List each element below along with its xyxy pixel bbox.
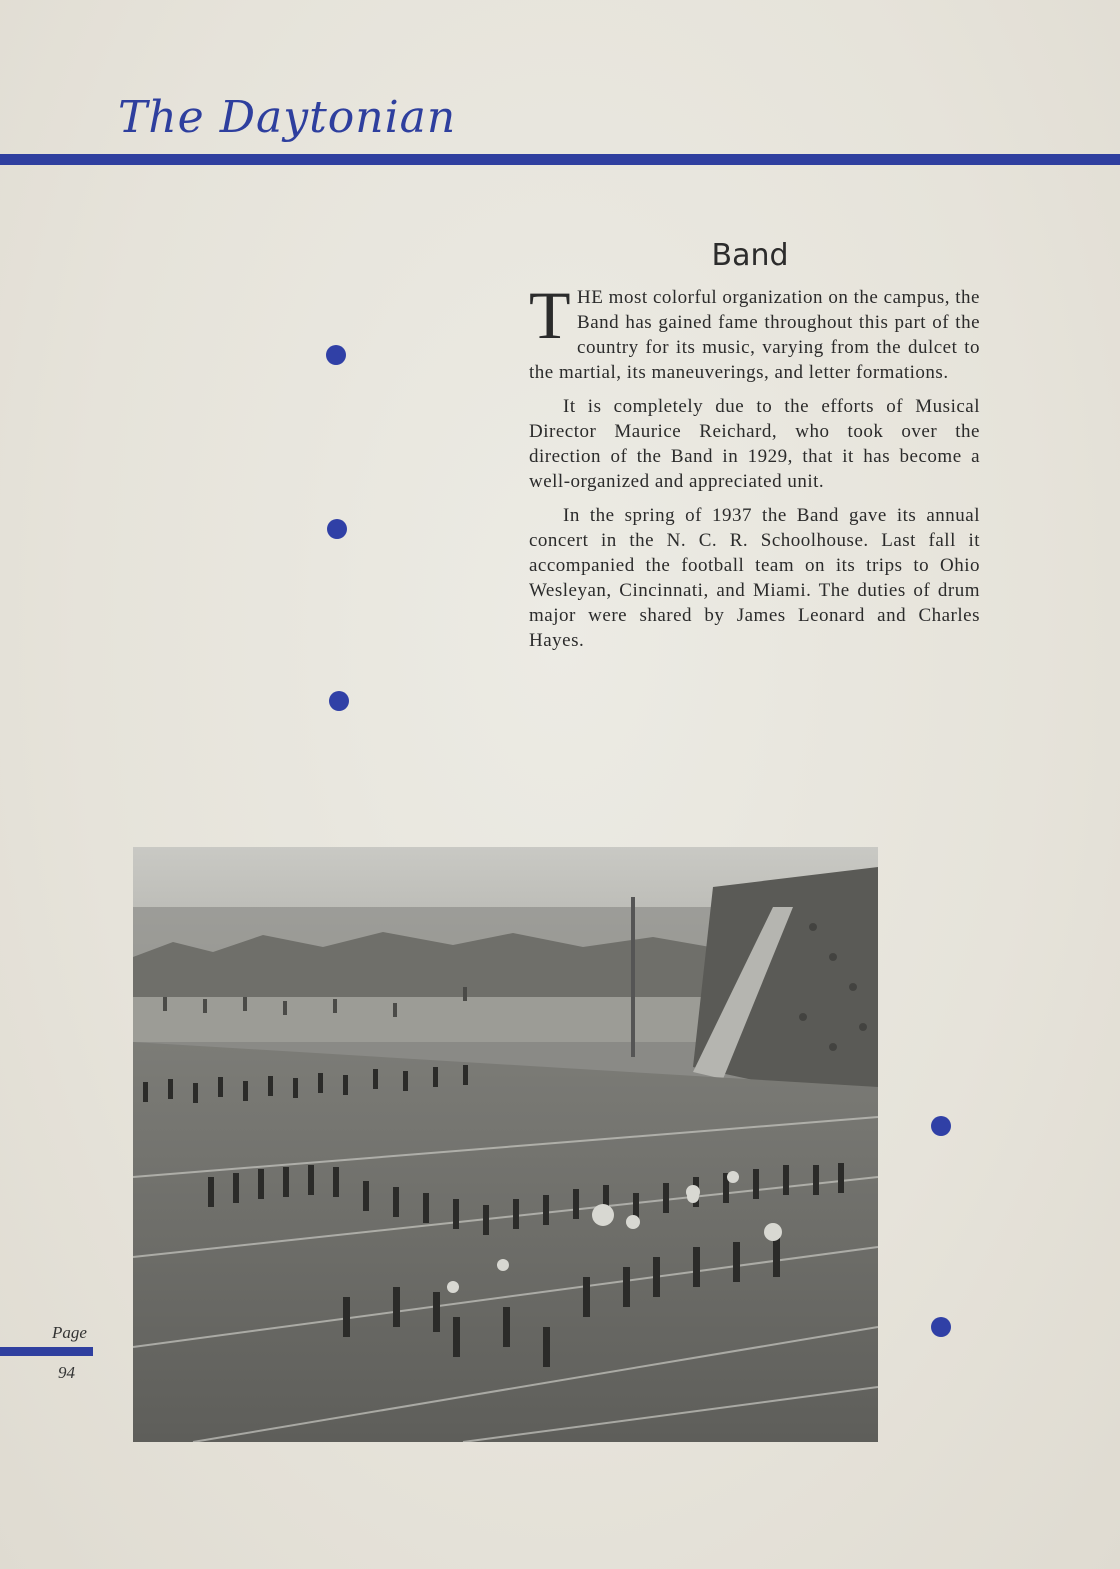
page-number-rule	[0, 1347, 93, 1356]
article-body	[529, 277, 980, 662]
decorative-dot-3	[329, 691, 349, 711]
masthead-title: The Daytonian	[118, 92, 457, 143]
article-paragraph-1	[529, 277, 980, 385]
decorative-dot-4	[931, 1116, 951, 1136]
article-paragraph-3: In the spring of 1937 the Band gave its annual concert in the N. C. R. Schoolhouse. Last fall it accompanied the football team on its trips to Ohio Wesleyan, Cincinnati, and Miami. The duties of drum major were shared by James Leonard and Charles Hayes.	[529, 505, 980, 651]
drop-cap: T	[529, 277, 572, 353]
paragraph-1-text: HE most colorful organization on the campus, the Band has gained fame throughout this part of the country for its music, varying from the dulcet to the martial, its maneuverings, and letter formations.	[529, 287, 980, 383]
decorative-dot-5	[931, 1317, 951, 1337]
page-number: 94	[58, 1363, 75, 1382]
article-paragraph-2: It is completely due to the efforts of Musical Director Maurice Reichard, who took over the direction of the Band in 1929, that it has become a well-organized and appreciated unit.	[529, 396, 980, 492]
decorative-dot-1	[326, 345, 346, 365]
header-rule	[0, 154, 1120, 165]
article-title: Band	[711, 238, 789, 273]
band-field-photo	[133, 847, 878, 1442]
page-label: Page	[52, 1323, 87, 1342]
decorative-dot-2	[327, 519, 347, 539]
band-photo-illustration	[133, 847, 878, 1442]
